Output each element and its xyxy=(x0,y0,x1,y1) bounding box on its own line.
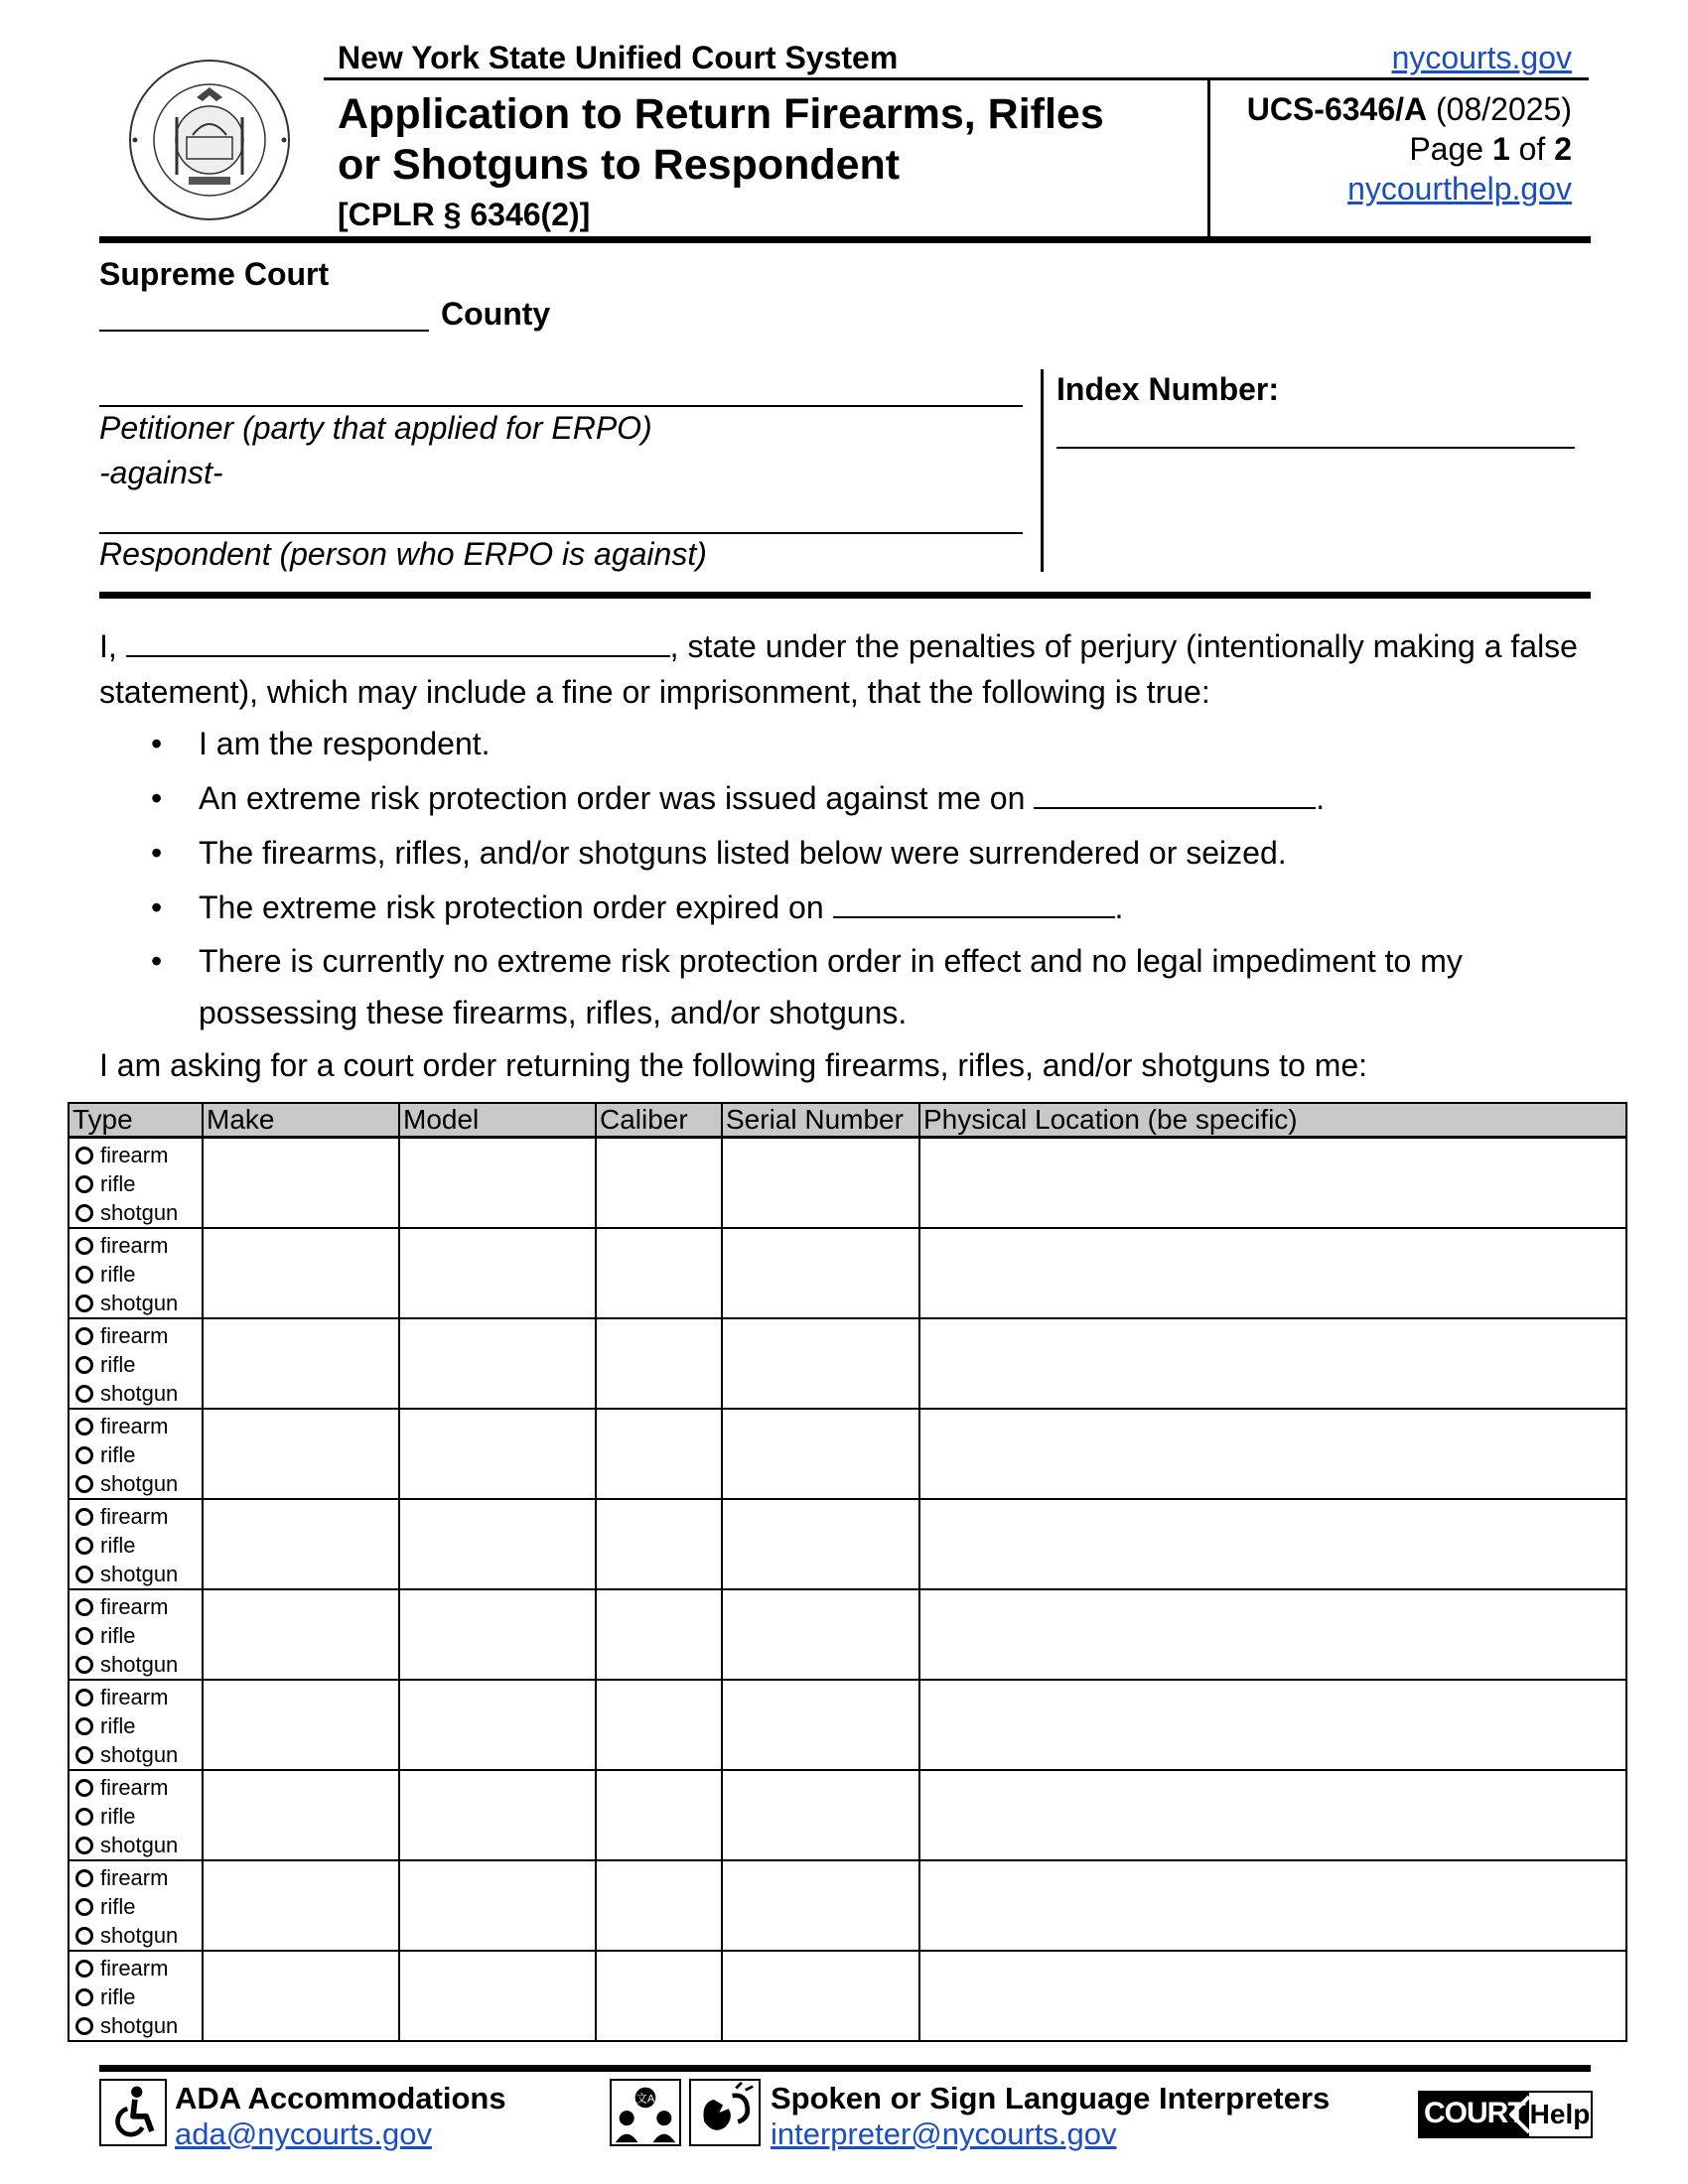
type-option-label: rifle xyxy=(100,1713,136,1738)
header-bottom-rule xyxy=(99,236,1591,243)
ada-email-link[interactable]: ada@nycourts.gov xyxy=(175,2116,432,2151)
make-cell[interactable] xyxy=(203,1770,399,1860)
form-info xyxy=(1247,89,1572,208)
model-cell[interactable] xyxy=(399,1770,596,1860)
caption-divider xyxy=(1041,369,1044,572)
caliber-cell[interactable] xyxy=(596,1138,722,1229)
type-option-firearm[interactable] xyxy=(75,1863,202,1892)
type-option-rifle[interactable] xyxy=(75,1169,202,1198)
make-cell[interactable] xyxy=(203,1138,399,1229)
type-option-label: firearm xyxy=(100,1233,169,1258)
physical-location-cell[interactable] xyxy=(919,1860,1626,1951)
col-serial-number: Serial Number xyxy=(722,1103,919,1138)
courthelp-court-text: COURT xyxy=(1424,2097,1525,2129)
type-option-firearm[interactable] xyxy=(75,1141,202,1169)
footer-rule xyxy=(99,2065,1591,2072)
table-row xyxy=(69,1951,1626,2041)
list-item: • I am the respondent. xyxy=(151,726,491,761)
radio-button[interactable] xyxy=(75,1295,93,1312)
radio-button[interactable] xyxy=(75,1204,93,1222)
type-cell xyxy=(69,1409,203,1499)
make-cell[interactable] xyxy=(203,1318,399,1409)
type-option-label: firearm xyxy=(100,1143,169,1167)
table-row xyxy=(69,1138,1626,1229)
model-cell[interactable] xyxy=(399,1409,596,1499)
type-option-shotgun[interactable] xyxy=(75,1831,202,1859)
type-option-firearm[interactable] xyxy=(75,1592,202,1621)
model-cell[interactable] xyxy=(399,1951,596,2041)
make-cell[interactable] xyxy=(203,1951,399,2041)
type-option-rifle[interactable] xyxy=(75,1260,202,1289)
courthelp-help-text: Help xyxy=(1529,2093,1591,2136)
type-option-label: shotgun xyxy=(100,1833,179,1857)
type-cell xyxy=(69,1951,203,2041)
radio-button[interactable] xyxy=(75,1237,93,1255)
type-option-label: shotgun xyxy=(100,1923,179,1948)
serial-number-cell[interactable] xyxy=(722,1409,919,1499)
caliber-cell[interactable] xyxy=(596,1680,722,1770)
table-row xyxy=(69,1770,1626,1860)
type-option-label: shotgun xyxy=(100,2013,179,2038)
physical-location-cell[interactable] xyxy=(919,1318,1626,1409)
table-header-row xyxy=(69,1103,1626,1138)
type-option-label: rifle xyxy=(100,1262,136,1287)
court-name: Supreme Court xyxy=(99,256,330,292)
serial-number-cell[interactable] xyxy=(722,1589,919,1680)
physical-location-cell[interactable] xyxy=(919,1138,1626,1229)
arrow-left-icon xyxy=(1509,2095,1531,2134)
index-number-input-line[interactable] xyxy=(1056,447,1575,449)
interpreter-title: Spoken or Sign Language Interpreters xyxy=(771,2081,1331,2116)
type-option-label: firearm xyxy=(100,1775,169,1800)
radio-button[interactable] xyxy=(75,1356,93,1374)
radio-button[interactable] xyxy=(75,1898,93,1916)
type-option-firearm[interactable] xyxy=(75,1321,202,1350)
petitioner-input-line[interactable] xyxy=(99,405,1023,407)
statute-reference: [CPLR § 6346(2)] xyxy=(338,197,591,232)
type-option-label: shotgun xyxy=(100,1291,179,1315)
type-option-label: shotgun xyxy=(100,1381,179,1406)
type-cell xyxy=(69,1138,203,1229)
respondent-input-line[interactable] xyxy=(99,532,1023,534)
type-option-rifle[interactable] xyxy=(75,1350,202,1379)
form-title xyxy=(338,89,1192,191)
type-option-label: shotgun xyxy=(100,1471,179,1496)
caption-bottom-rule xyxy=(99,592,1591,599)
radio-button[interactable] xyxy=(75,1746,93,1764)
table-row xyxy=(69,1680,1626,1770)
physical-location-cell[interactable] xyxy=(919,1409,1626,1499)
type-option-label: rifle xyxy=(100,1804,136,1829)
radio-button[interactable] xyxy=(75,1566,93,1583)
radio-button[interactable] xyxy=(75,1717,93,1735)
county-input-line[interactable] xyxy=(99,330,429,332)
type-option-label: firearm xyxy=(100,1865,169,1890)
type-option-label: shotgun xyxy=(100,1652,179,1677)
type-option-firearm[interactable] xyxy=(75,1231,202,1260)
type-option-shotgun[interactable] xyxy=(75,1560,202,1588)
type-cell xyxy=(69,1680,203,1770)
col-make: Make xyxy=(203,1103,399,1138)
header-rule xyxy=(324,77,1589,80)
table-row xyxy=(69,1409,1626,1499)
name-input-line[interactable] xyxy=(126,627,670,657)
caliber-cell[interactable] xyxy=(596,1860,722,1951)
type-option-firearm[interactable] xyxy=(75,1683,202,1711)
col-physical-location: Physical Location (be specific) xyxy=(919,1103,1626,1138)
respondent-label: Respondent (person who ERPO is against) xyxy=(99,536,707,572)
type-cell xyxy=(69,1860,203,1951)
radio-button[interactable] xyxy=(75,1147,93,1164)
organization-name: New York State Unified Court System xyxy=(338,40,899,75)
physical-location-cell[interactable] xyxy=(919,1228,1626,1318)
serial-number-cell[interactable] xyxy=(722,1499,919,1589)
radio-button[interactable] xyxy=(75,1837,93,1854)
type-option-rifle[interactable] xyxy=(75,1892,202,1921)
physical-location-cell[interactable] xyxy=(919,1951,1626,2041)
type-option-label: rifle xyxy=(100,1533,136,1558)
caliber-cell[interactable] xyxy=(596,1589,722,1680)
model-cell[interactable] xyxy=(399,1499,596,1589)
type-option-label: rifle xyxy=(100,1984,136,2009)
header-divider xyxy=(1207,79,1210,236)
type-option-label: firearm xyxy=(100,1685,169,1709)
issued-date-input-line[interactable] xyxy=(1034,779,1316,809)
against-label: -against- xyxy=(99,455,223,490)
make-cell[interactable] xyxy=(203,1499,399,1589)
type-option-shotgun[interactable] xyxy=(75,1650,202,1679)
list-item: • There is currently no extreme risk protection order in effect and no legal impediment to my possessing these firearms, rifles, and/or shotguns. xyxy=(151,943,1463,1030)
table-row xyxy=(69,1499,1626,1589)
radio-button[interactable] xyxy=(75,1988,93,2006)
table-row xyxy=(69,1318,1626,1409)
type-option-shotgun[interactable] xyxy=(75,1469,202,1498)
model-cell[interactable] xyxy=(399,1680,596,1770)
list-item: • An extreme risk protection order was issued against me on . xyxy=(151,780,1326,816)
caliber-cell[interactable] xyxy=(596,1951,722,2041)
type-option-rifle[interactable] xyxy=(75,1802,202,1831)
radio-button[interactable] xyxy=(75,1537,93,1555)
expired-date-input-line[interactable] xyxy=(833,888,1115,918)
type-cell xyxy=(69,1499,203,1589)
form-title-line2: or Shotguns to Respondent xyxy=(338,141,901,189)
caliber-cell[interactable] xyxy=(596,1409,722,1499)
form-number: UCS-6346/A xyxy=(1246,91,1428,127)
type-option-shotgun[interactable] xyxy=(75,1740,202,1769)
model-cell[interactable] xyxy=(399,1589,596,1680)
type-option-firearm[interactable] xyxy=(75,1502,202,1531)
type-option-shotgun[interactable] xyxy=(75,1921,202,1950)
ny-state-seal-icon xyxy=(127,58,292,222)
type-option-label: firearm xyxy=(100,1504,169,1529)
col-model: Model xyxy=(399,1103,596,1138)
make-cell[interactable] xyxy=(203,1860,399,1951)
type-option-rifle[interactable] xyxy=(75,1621,202,1650)
firearms-table xyxy=(68,1102,1627,2042)
type-option-label: shotgun xyxy=(100,1200,179,1225)
type-option-rifle[interactable] xyxy=(75,1440,202,1469)
ada-title: ADA Accommodations xyxy=(175,2081,506,2116)
type-option-label: firearm xyxy=(100,1414,169,1438)
type-option-label: firearm xyxy=(100,1594,169,1619)
statement-text: , state under the penalties of perjury (intentionally making a false statement), which may include a fine or imprisonment, that the following is true: xyxy=(99,628,1578,710)
courthelp-logo xyxy=(1418,2091,1593,2138)
type-option-rifle[interactable] xyxy=(75,1982,202,2011)
radio-button[interactable] xyxy=(75,1960,93,1978)
type-option-label: rifle xyxy=(100,1623,136,1648)
county-label: County xyxy=(441,296,551,332)
radio-button[interactable] xyxy=(75,1327,93,1345)
radio-button[interactable] xyxy=(75,1689,93,1706)
radio-button[interactable] xyxy=(75,1869,93,1887)
type-option-firearm[interactable] xyxy=(75,1412,202,1440)
col-caliber: Caliber xyxy=(596,1103,722,1138)
type-option-shotgun[interactable] xyxy=(75,2011,202,2040)
radio-button[interactable] xyxy=(75,1508,93,1526)
sign-language-icon xyxy=(689,2079,761,2146)
type-option-firearm[interactable] xyxy=(75,1773,202,1802)
perjury-statement: I, , state under the penalties of perjury (intentionally making a false statement), which may include a fine or imprisonment, that the following is true: xyxy=(99,628,1578,710)
type-cell xyxy=(69,1770,203,1860)
type-option-label: rifle xyxy=(100,1894,136,1919)
nycourthelp-link[interactable]: nycourthelp.gov xyxy=(1347,171,1572,206)
svg-text:文A: 文A xyxy=(635,2093,655,2106)
type-option-firearm[interactable] xyxy=(75,1954,202,1982)
type-option-label: firearm xyxy=(100,1956,169,1980)
col-type: Type xyxy=(69,1103,203,1138)
caliber-cell[interactable] xyxy=(596,1228,722,1318)
form-date: (08/2025) xyxy=(1436,91,1572,127)
type-cell xyxy=(69,1228,203,1318)
type-option-label: shotgun xyxy=(100,1742,179,1767)
type-option-rifle[interactable] xyxy=(75,1711,202,1740)
radio-button[interactable] xyxy=(75,2017,93,2035)
list-item: • The firearms, rifles, and/or shotguns listed below were surrendered or seized. xyxy=(151,835,1287,871)
physical-location-cell[interactable] xyxy=(919,1589,1626,1680)
table-row xyxy=(69,1228,1626,1318)
type-option-shotgun[interactable] xyxy=(75,1198,202,1227)
serial-number-cell[interactable] xyxy=(722,1228,919,1318)
physical-location-cell[interactable] xyxy=(919,1770,1626,1860)
radio-button[interactable] xyxy=(75,1779,93,1797)
list-item: • The extreme risk protection order expired on . xyxy=(151,889,1124,925)
make-cell[interactable] xyxy=(203,1589,399,1680)
spoken-interpreter-icon xyxy=(610,2079,681,2146)
radio-button[interactable] xyxy=(75,1418,93,1435)
make-cell[interactable] xyxy=(203,1228,399,1318)
radio-button[interactable] xyxy=(75,1656,93,1674)
wheelchair-icon xyxy=(99,2079,167,2146)
model-cell[interactable] xyxy=(399,1860,596,1951)
model-cell[interactable] xyxy=(399,1138,596,1229)
radio-button[interactable] xyxy=(75,1598,93,1616)
type-option-label: firearm xyxy=(100,1323,169,1348)
form-title-line1: Application to Return Firearms, Rifles xyxy=(338,90,1104,138)
caliber-cell[interactable] xyxy=(596,1318,722,1409)
caliber-cell[interactable] xyxy=(596,1499,722,1589)
index-number-label: Index Number: xyxy=(1056,371,1280,407)
model-cell[interactable] xyxy=(399,1318,596,1409)
type-option-rifle[interactable] xyxy=(75,1531,202,1560)
radio-button[interactable] xyxy=(75,1808,93,1826)
nycourts-link[interactable]: nycourts.gov xyxy=(1391,40,1572,75)
physical-location-cell[interactable] xyxy=(919,1499,1626,1589)
radio-button[interactable] xyxy=(75,1266,93,1284)
petitioner-label: Petitioner (party that applied for ERPO) xyxy=(99,410,652,446)
serial-number-cell[interactable] xyxy=(722,1770,919,1860)
make-cell[interactable] xyxy=(203,1680,399,1770)
radio-button[interactable] xyxy=(75,1927,93,1945)
make-cell[interactable] xyxy=(203,1409,399,1499)
assertion-list xyxy=(99,717,1589,1038)
type-cell xyxy=(69,1589,203,1680)
radio-button[interactable] xyxy=(75,1175,93,1193)
interpreter-email-link[interactable]: interpreter@nycourts.gov xyxy=(771,2116,1117,2151)
table-row xyxy=(69,1589,1626,1680)
type-cell xyxy=(69,1318,203,1409)
request-text: I am asking for a court order returning the following firearms, rifles, and/or shotguns to me: xyxy=(99,1047,1368,1083)
radio-button[interactable] xyxy=(75,1627,93,1645)
type-option-label: shotgun xyxy=(100,1562,179,1586)
radio-button[interactable] xyxy=(75,1385,93,1403)
radio-button[interactable] xyxy=(75,1475,93,1493)
serial-number-cell[interactable] xyxy=(722,1860,919,1951)
serial-number-cell[interactable] xyxy=(722,1951,919,2041)
caliber-cell[interactable] xyxy=(596,1770,722,1860)
physical-location-cell[interactable] xyxy=(919,1680,1626,1770)
table-row xyxy=(69,1860,1626,1951)
serial-number-cell[interactable] xyxy=(722,1318,919,1409)
page-indicator: Page 1 of 2 xyxy=(1409,131,1572,167)
serial-number-cell[interactable] xyxy=(722,1138,919,1229)
type-option-shotgun[interactable] xyxy=(75,1379,202,1408)
serial-number-cell[interactable] xyxy=(722,1680,919,1770)
type-option-shotgun[interactable] xyxy=(75,1289,202,1317)
type-option-label: rifle xyxy=(100,1442,136,1467)
radio-button[interactable] xyxy=(75,1446,93,1464)
type-option-label: rifle xyxy=(100,1352,136,1377)
type-option-label: rifle xyxy=(100,1171,136,1196)
model-cell[interactable] xyxy=(399,1228,596,1318)
